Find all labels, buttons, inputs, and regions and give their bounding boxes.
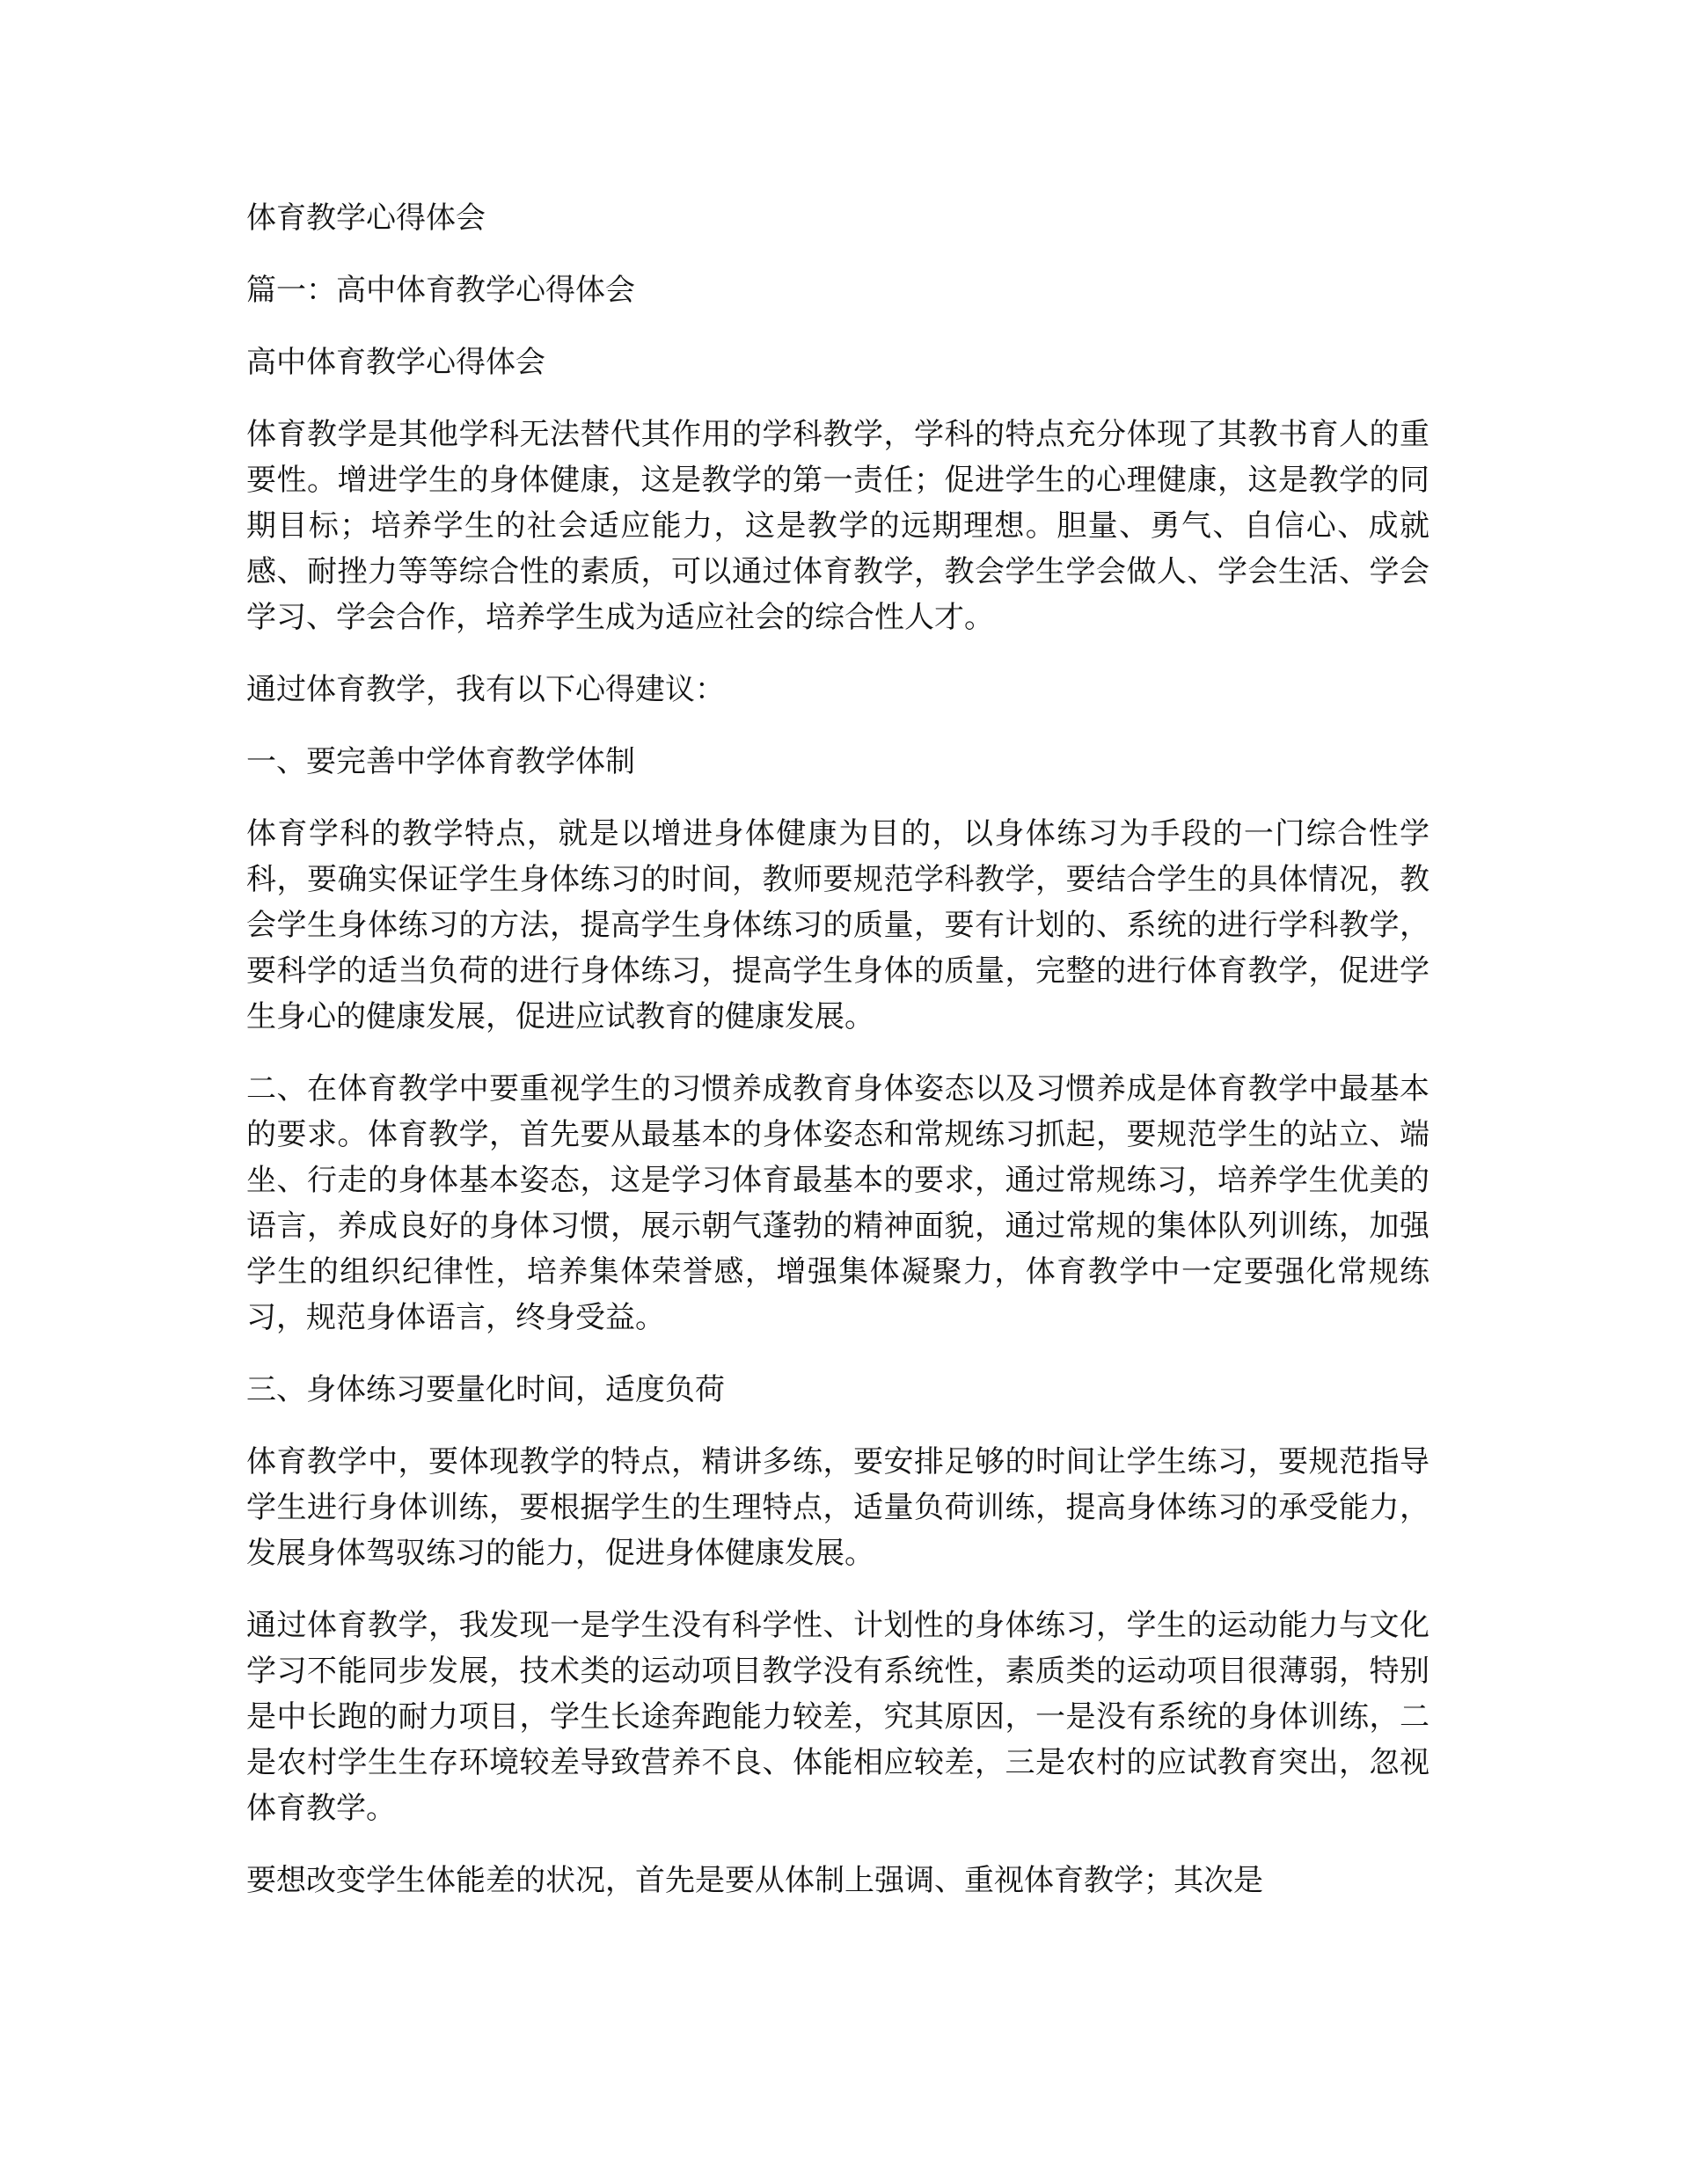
section-heading: 篇一：高中体育教学心得体会 <box>246 273 635 308</box>
point2-paragraph: 二、在体育教学中要重视学生的习惯养成教育身体姿态以及习惯养成是体育教学中最基本的要求。体育教学，首先要从最基本的身体姿态和常规练习抓起，要规范学生的站立、端坐、行走的身体基本姿态，这是学习体育最基本的要求，通过常规练习，培养学生优美的语言，养成良好的身体习惯，展示朝气蓬勃的精神面貌，通过常规的集体队列训练，加强学生的组织纪律性，培养集体荣誉感，增强集体凝聚力，体育教学中一定要强化常规练习，规范身体语言，终身受益。 <box>246 1071 1429 1335</box>
intro-paragraph: 体育教学是其他学科无法替代其作用的学科教学，学科的特点充分体现了其教书育人的重要性。增进学生的身体健康，这是教学的第一责任；促进学生的心理健康，这是教学的同期目标；培养学生的社会适应能力，这是教学的远期理想。胆量、勇气、自信心、成就感、耐挫力等等综合性的素质，可以通过体育教学，教会学生学会做人、学会生活、学会学习、学会合作，培养学生成为适应社会的综合性人才。 <box>246 417 1429 635</box>
findings-paragraph: 通过体育教学，我发现一是学生没有科学性、计划性的身体练习，学生的运动能力与文化学习不能同步发展，技术类的运动项目教学没有系统性，素质类的运动项目很薄弱，特别是中长跑的耐力项目，学生长途奔跑能力较差，究其原因，一是没有系统的身体训练，二是农村学生生存环境较差导致营养不良、体能相应较差，三是农村的应试教育突出，忽视体育教学。 <box>246 1608 1429 1826</box>
point1-heading: 一、要完善中学体育教学体制 <box>246 744 635 779</box>
lead-in-line: 通过体育教学，我有以下心得建议： <box>246 672 725 707</box>
document-page <box>246 195 1429 1930</box>
point3-heading: 三、身体练习要量化时间，适度负荷 <box>246 1372 725 1407</box>
document-title: 体育教学心得体会 <box>246 201 486 236</box>
closing-partial-line: 要想改变学生体能差的状况，首先是要从体制上强调、重视体育教学；其次是 <box>246 1863 1263 1898</box>
point1-paragraph: 体育学科的教学特点，就是以增进身体健康为目的，以身体练习为手段的一门综合性学科，要确实保证学生身体练习的时间，教师要规范学科教学，要结合学生的具体情况，教会学生身体练习的方法，提高学生身体练习的质量，要有计划的、系统的进行学科教学，要科学的适当负荷的进行身体练习，提高学生身体的质量，完整的进行体育教学，促进学生身心的健康发展，促进应试教育的健康发展。 <box>246 816 1429 1034</box>
point3-paragraph: 体育教学中，要体现教学的特点，精讲多练，要安排足够的时间让学生练习，要规范指导学生进行身体训练，要根据学生的生理特点，适量负荷训练，提高身体练习的承受能力，发展身体驾驭练习的能力，促进身体健康发展。 <box>246 1444 1429 1571</box>
document-subtitle: 高中体育教学心得体会 <box>246 345 545 380</box>
